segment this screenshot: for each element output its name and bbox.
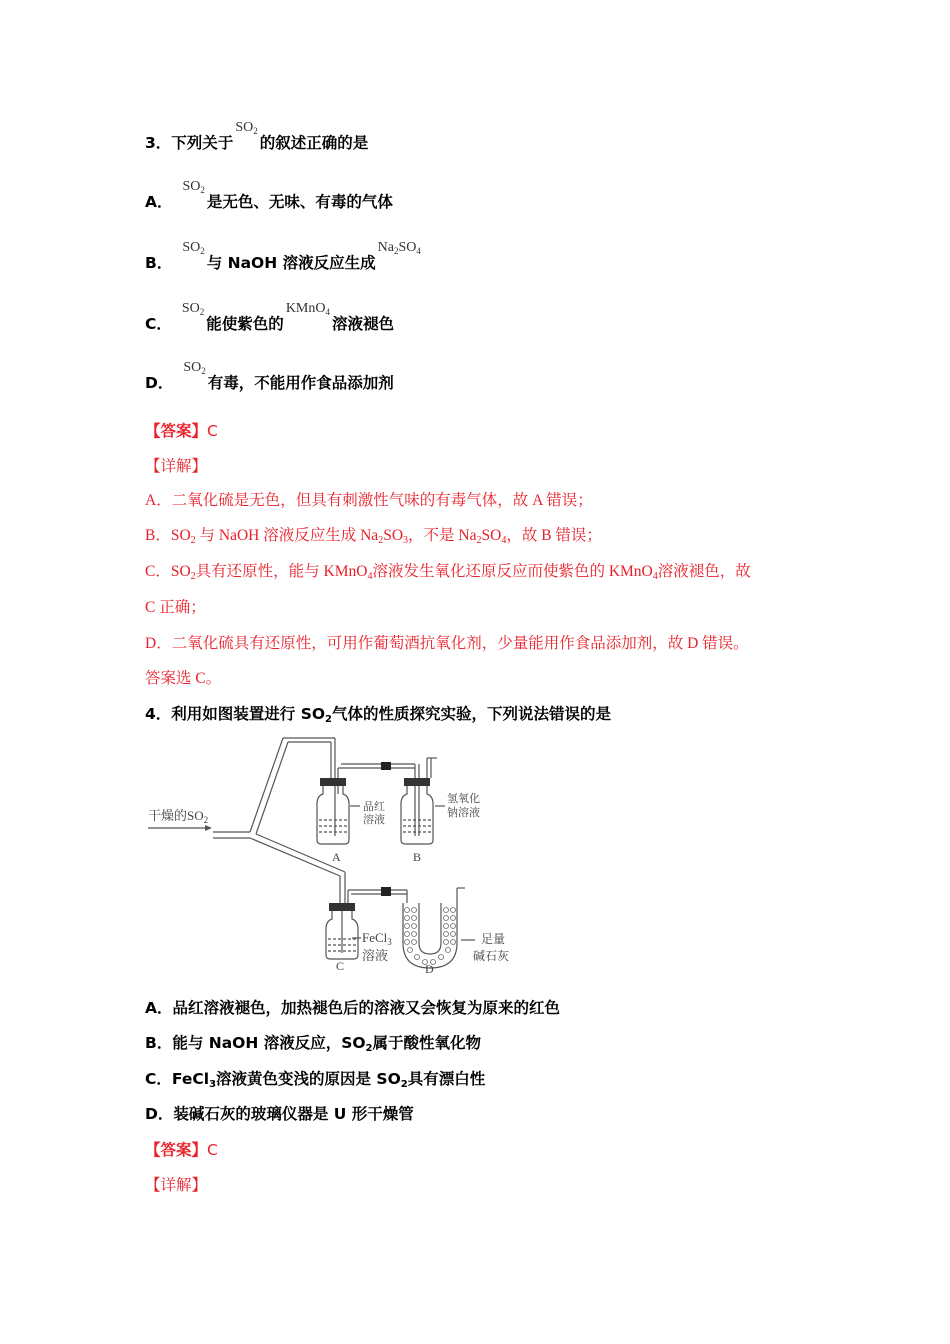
tube-d-label: D — [425, 962, 434, 976]
bottle-b-label: B — [413, 850, 422, 864]
q3-answer: 【答案】C — [145, 422, 218, 440]
q3-conclusion: 答案选 C。 — [145, 670, 222, 687]
arrow-head-icon — [205, 825, 212, 831]
q3-option-b: B．$SO_2$与 NaOH 溶液反应生成$Na_2SO_4$ — [145, 240, 421, 272]
bottle-c-solution-2: 溶液 — [362, 948, 389, 963]
so2-formula: $SO_2$ — [182, 240, 205, 256]
q3-explain-c: C．$SO_2$具有还原性，能与 KMnO$_4$溶液发生氧化还原反应而使紫色的 KMnO$_4$溶液褪色，故 — [145, 563, 751, 582]
apparatus-diagram — [145, 728, 525, 978]
answer-value: C — [207, 422, 218, 440]
q4-option-c: C．FeCl$_3$溶液黄色变浅的原因是 $SO_2$具有漂白性 — [145, 1070, 486, 1090]
tube-d-content-2: 碱石灰 — [473, 949, 510, 963]
q4-option-b: B．能与 NaOH 溶液反应，$SO_2$属于酸性氧化物 — [145, 1034, 482, 1054]
na2so4-formula: $Na_2SO_4$ — [377, 240, 421, 256]
inlet-label: 干燥的$SO_2$ — [148, 808, 209, 825]
bottle-a-label: A — [332, 850, 341, 864]
soda-lime-pellets — [405, 908, 456, 965]
q3-option-d: D．$SO_2$有毒，不能用作食品添加剂 — [145, 360, 394, 392]
kmno4-formula: KMnO$_4$ — [285, 301, 330, 317]
bottle-a-solution-1: 品红 — [363, 801, 385, 813]
bottle-a — [317, 778, 349, 844]
bottle-c-solution-1: FeCl$_3$ — [362, 930, 392, 947]
q4-detail-label: 【详解】 — [145, 1176, 208, 1194]
so2-formula: $SO_2$ — [182, 179, 205, 195]
bottle-a-solution-2: 溶液 — [363, 814, 385, 826]
bottle-b-solution-1: 氢氧化 — [447, 793, 480, 805]
q3-explain-a: A．二氧化硫是无色，但具有刺激性气味的有毒气体，故 A 错误； — [145, 492, 593, 509]
bottle-c-label: C — [336, 959, 345, 973]
q3-option-c: C．$SO_2$能使紫色的KMnO$_4$溶液褪色 — [145, 301, 394, 333]
so2-formula: $SO_2$ — [235, 120, 258, 136]
answer-value: C — [207, 1141, 218, 1159]
q4-option-d: D．装碱石灰的玻璃仪器是 U 形干燥管 — [145, 1105, 414, 1123]
so2-formula: $SO_2$ — [183, 360, 206, 376]
q4-number: 4． — [145, 705, 172, 723]
q3-explain-c-line2: C 正确； — [145, 599, 206, 616]
q3-detail-label: 【详解】 — [145, 457, 208, 475]
bottle-b-solution-2: 钠溶液 — [447, 807, 480, 819]
q3-number: 3． — [145, 134, 172, 152]
q4-stem: 4．利用如图装置进行 $SO_2$气体的性质探究实验，下列说法错误的是 — [145, 705, 612, 725]
q3-stem: 3．下列关于$SO_2$的叙述正确的是 — [145, 120, 369, 152]
q4-option-a: A．品红溶液褪色，加热褪色后的溶液又会恢复为原来的红色 — [145, 999, 561, 1017]
q4-answer: 【答案】C — [145, 1141, 218, 1159]
q3-option-a: A．$SO_2$是无色、无味、有毒的气体 — [145, 179, 393, 211]
so2-formula: $SO_2$ — [181, 301, 205, 317]
q3-explain-d: D．二氧化硫具有还原性，可用作葡萄酒抗氧化剂，少量能用作食品添加剂，故 D 错误。 — [145, 635, 749, 652]
tube-d-content-1: 足量 — [481, 932, 506, 946]
bottle-c — [326, 903, 358, 959]
q3-explain-b: B．$SO_2$ 与 NaOH 溶液反应生成 $Na_2SO_3$，不是 $Na_2SO_4$，故 B 错误； — [145, 527, 602, 546]
